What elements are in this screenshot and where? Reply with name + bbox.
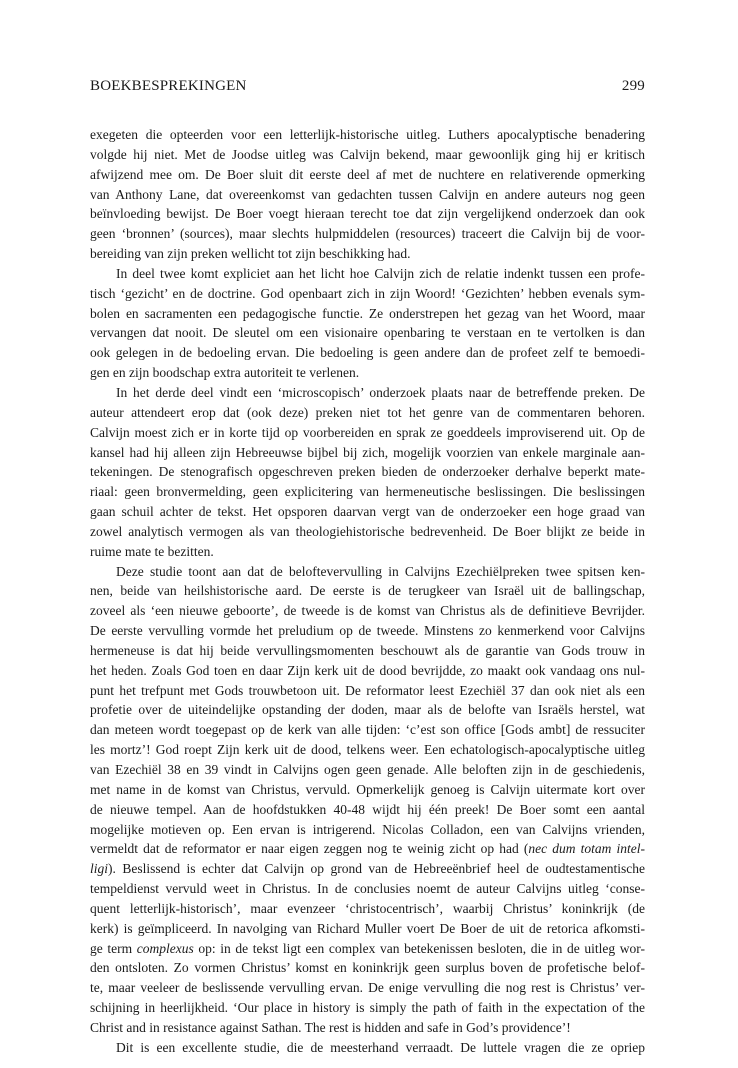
text-line: het heden. Zoals God toen en daar Zijn kerk uit de dood bevrijdde, zo maakt ook vandaag ons nul- (90, 662, 645, 678)
text-line: nen, beide van heilshistorische aard. De eerste is de terugkeer van Israël uit de ballingschap, (90, 583, 645, 599)
body-text (90, 125, 645, 1058)
text-line: exegeten die opteerden voor een letterlijk-historische uitleg. Luthers apocalyptische benadering (90, 127, 645, 142)
text-line: De eerste vervulling vormde het preludium op de tweede. Minstens zo kenmerkend voor Calvijns (90, 623, 645, 639)
text-run: op: in de tekst ligt een complex van betekenissen besloten, die in de uitleg wor- (193, 940, 645, 956)
text-line: les mortz’! God roept Zijn kerk uit de dood, telkens weer. Een echatologisch-apocalyptische uitleg (90, 742, 645, 758)
latin-quote: nec dum totam intel- (528, 841, 645, 857)
text-line: mogelijke motieven op. Een ervan is intrigerend. Nicolas Colladon, een van Calvijns vrienden, (90, 821, 645, 837)
text-line: Dit is een excellente studie, die de meesterhand verraadt. De luttele vragen die ze opriep (116, 1039, 645, 1055)
text-line: zowel analytisch vermogen als van theologiehistorische bedrevenheid. De Boer blijkt ze beide in (90, 523, 645, 539)
text-line: den ontsloten. Zo vormen Christus’ komst en koninkrijk geen surplus boven de profetische belof- (90, 960, 645, 976)
text-line: geen ‘bronnen’ (sources), maar slechts hulpmiddelen (resources) traceert die Calvijn bij de voor- (90, 226, 645, 242)
text-line: Christ and in resistance against Sathan. The rest is hidden and safe in God’s providence’! (90, 1019, 571, 1035)
text-line: schijning in heerlijkheid. ‘Our place in history is simply the path of faith in the expectation of the (90, 1000, 645, 1016)
text-line (90, 859, 645, 879)
text-line: gen en zijn boodschap extra autoriteit te verlenen. (90, 365, 360, 381)
text-line: bereiding van zijn preken wellicht tot zijn beschikking had. (90, 246, 411, 262)
text-line: kansel had hij alleen zijn Hebreeuwse bijbel bij zich, mogelijk voorzien van enkele marginale aan- (90, 444, 645, 460)
text-line: profetie over de uiteindelijke opstanding der doden, maar als de belofte van Israëls herstel, wat (90, 702, 645, 718)
text-line: afwijzend mee om. De Boer sluit dit eerste deel af met de nuchtere en relativerende opmerking (90, 166, 645, 182)
text-line: vervangen dat nooit. De sleutel om een visionaire openbaring te verstaan en te vertolken is dan (90, 325, 645, 341)
text-line: hermeneuse is dat hij beide vervullingsmomenten beschouwt als de garantie van Gods trouw in (90, 642, 645, 658)
text-line: te, maar veeleer de beslissende vervulling ervan. De enige vervulling die nog rest is Christus’ ver- (90, 980, 645, 996)
latin-term: complexus (136, 940, 194, 956)
text-run: ). Beslissend is echter dat Calvijn op grond van de Hebreeënbrief heel de oudtestamentische (108, 861, 645, 877)
running-header (90, 78, 645, 95)
paragraph-3 (90, 383, 645, 562)
text-line: gaan schuil achter de tekst. Het opsporen daarvan vergt van de onderzoeker een hoge graad van (90, 504, 645, 520)
page-number: 299 (621, 78, 645, 94)
text-line: In het derde deel vindt een ‘microscopisch’ onderzoek plaats naar de betreffende preken. De (116, 384, 645, 400)
text-line: met name in de komst van Christus, vervuld. Opmerkelijk genoeg is Calvijn uitermate kort over (90, 781, 645, 797)
text-line (90, 839, 645, 859)
text-line: punt het trefpunt met Gods trouwbetoon uit. De reformator leest Ezechiël 37 dan ook niet als een (90, 682, 645, 698)
text-line: de nieuwe tempel. Aan de hoofdstukken 40-48 wijdt hij één preek! De Boer somt een aantal (90, 801, 645, 817)
paragraph-5 (90, 1038, 645, 1058)
text-line: ook gelegen in de bedoeling ervan. Die bedoeling is geen andere dan de profeet zelf te bemoedi- (90, 345, 645, 361)
text-line: zoveel als ‘een nieuwe geboorte’, de tweede is de komst van Christus als de definitieve Bevrijder. (90, 603, 645, 619)
paragraph-4 (90, 562, 645, 1038)
text-line: quent letterlijk-historisch’, maar evenzeer ‘christocentrisch’, waarbij Christus’ koninkrijk (de (90, 900, 645, 916)
text-line: ruime mate te bezitten. (90, 543, 214, 559)
text-line: riaal: geen bronvermelding, geen explicitering van hermeneutische beslissingen. Die beslissingen (90, 484, 645, 500)
text-line: bolen en sacramenten een pedagogische functie. Ze onderstrepen het gezag van het Woord, maar (90, 305, 645, 321)
text-line: In deel twee komt expliciet aan het licht hoe Calvijn zich de relatie indenkt tussen een profe- (116, 265, 645, 281)
latin-quote-cont: ligi (90, 861, 109, 877)
text-line: dan meteen wordt toegepast op de kerk van alle tijden: ‘c’est son office [Gods ambt] de ressuciter (90, 722, 645, 738)
text-line: beïnvloeding bewijst. De Boer voegt hieraan terecht toe dat zijn vergelijkend onderzoek dan ook (90, 206, 645, 222)
text-line: Deze studie toont aan dat de beloftevervulling in Calvijns Ezechiëlpreken twee spitsen ken- (116, 563, 645, 579)
text-line: van Ezechiël 38 en 39 vindt in Calvijns ogen geen genade. Alle beloften zijn in de geschiedenis, (90, 762, 645, 777)
text-run: vermeldt dat de reformator er naar eigen zeggen nog te weinig zicht op had ( (90, 841, 529, 857)
text-line: van Anthony Lane, dat overeenkomst van gedachten tussen Calvijn en andere auteurs nog geen (90, 186, 645, 202)
text-line: volgde hij niet. Met de Joodse uitleg was Calvijn bekend, maar gewoonlijk ging hij er kritisch (90, 146, 645, 162)
text-line: kerk) is geïmpliceerd. In navolging van Richard Muller voert De Boer de uit de retorica afkomsti- (90, 920, 645, 936)
text-line: tekeningen. De stenografisch opgeschreven preken bieden de onderzoeker derhalve beperkt mate- (90, 464, 645, 480)
text-line (90, 939, 645, 959)
text-line: tisch ‘gezicht’ en de doctrine. God openbaart zich in zijn Woord! ‘Gezichten’ hebben evenals sym- (90, 285, 645, 301)
paragraph-1 (90, 125, 645, 264)
paragraph-2 (90, 264, 645, 383)
text-line: auteur attendeert erop dat (ook deze) preken niet tot het genre van de commentaren behoren. (90, 404, 645, 420)
text-line: tempeldienst vervuld weet in Christus. In de conclusies noemt de auteur Calvijns uitleg ‘conse- (90, 881, 645, 897)
section-title: BOEKBESPREKINGEN (90, 78, 247, 94)
text-run: ge term (90, 940, 137, 956)
text-line: Calvijn moest zich er in korte tijd op voorbereiden en sprak ze goeddeels improviserend uit. Op de (90, 424, 645, 440)
